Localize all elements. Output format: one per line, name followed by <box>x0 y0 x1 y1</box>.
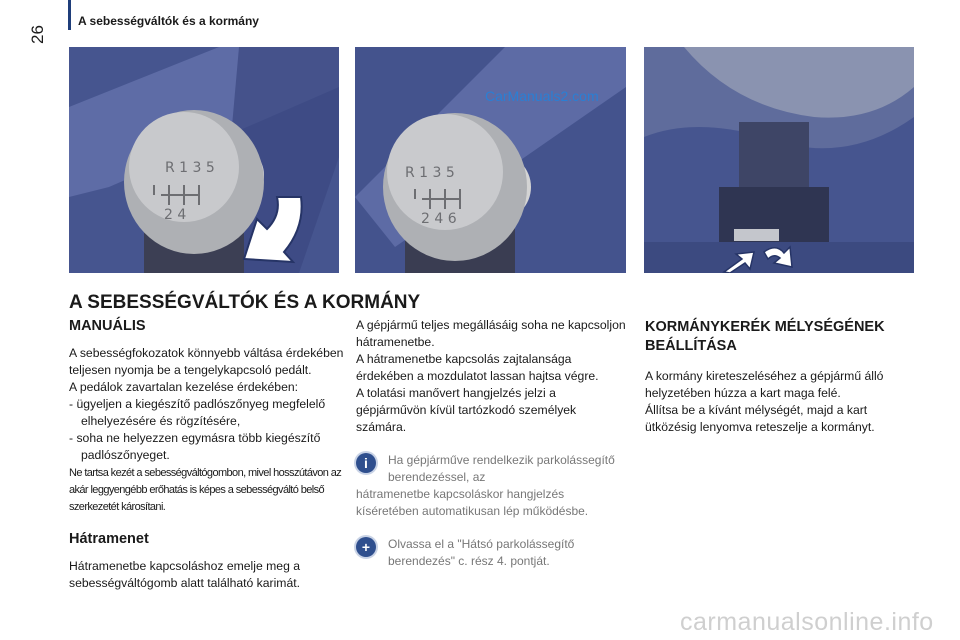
reference-note <box>356 536 626 570</box>
gearshift-photo-5-speed <box>69 47 339 273</box>
plus-icon: + <box>356 537 376 557</box>
manual-paragraph-1: A sebességfokozatok könnyebb váltása érdekében teljesen nyomja be a tengelykapcsoló pedált. <box>69 346 344 377</box>
steering-column <box>645 318 915 436</box>
middle-paragraph-2: A hátramenetbe kapcsolás zajtalansága érdekében a mozdulatot lassan hajtsa végre. <box>356 352 599 383</box>
knob-label-bottom: 2 4 <box>164 207 187 223</box>
info-icon: i <box>356 453 376 473</box>
knob-label-top: R 1 3 5 <box>405 165 455 181</box>
page-number: 26 <box>28 25 47 44</box>
reverse-subtitle: Hátramenet <box>69 531 149 547</box>
footer-site-watermark: carmanualsonline.info <box>680 608 934 636</box>
manual-gearbox-column <box>69 318 344 592</box>
manual-subtitle: MANUÁLIS <box>69 318 146 334</box>
steering-column-photo <box>644 47 914 273</box>
info-note-rest: hátramenetbe kapcsoláskor hangjelzés kíséretében automatikusan lép működésbe. <box>356 487 589 518</box>
manual-bullet-1: - ügyeljen a kiegészítő padlószőnyeg megfelelő elhelyezésére és rögzítésére, <box>69 397 326 428</box>
header-side-rule <box>68 0 71 30</box>
middle-paragraph-1: A gépjármű teljes megállásáig soha ne kapcsoljon hátramenetbe. <box>356 318 626 349</box>
manual-warning: Ne tartsa kezét a sebességváltógombon, mivel hosszútávon az akár leggyengébb erőhatás is képes a sebességváltó belső szerkezetét károsítani. <box>69 467 342 513</box>
steering-paragraph-2: Állítsa be a kívánt mélységét, majd a kart ütközésig lenyomva reteszelje a kormányt. <box>645 403 875 434</box>
section-header-title: A sebességváltók és a kormány <box>78 14 259 28</box>
carmanuals-watermark: CarManuals2.com <box>485 88 599 104</box>
info-note <box>356 452 626 520</box>
reverse-paragraph: Hátramenetbe kapcsoláshoz emelje meg a sebességváltógomb alatt található karimát. <box>69 559 301 590</box>
reverse-info-column <box>356 317 628 436</box>
main-title: A SEBESSÉGVÁLTÓK ÉS A KORMÁNY <box>69 292 421 313</box>
middle-paragraph-3: A tolatási manővert hangjelzés jelzi a gépjárművön kívül tartózkodó személyek számára. <box>356 386 577 434</box>
reference-note-text: Olvassa el a "Hátsó parkolássegítő berendezés" c. rész 4. pontját. <box>388 537 575 568</box>
steering-subtitle: KORMÁNYKERÉK MÉLYSÉGÉNEK BEÁLLÍTÁSA <box>645 319 885 354</box>
manual-bullet-2: - soha ne helyezzen egymásra több kiegészítő padlószőnyeget. <box>69 431 321 462</box>
knob-label-bottom: 2 4 6 <box>421 211 457 227</box>
gearshift-photo-6-speed <box>355 47 626 273</box>
knob-label-top: R 1 3 5 <box>165 160 215 176</box>
manual-paragraph-2: A pedálok zavartalan kezelése érdekében: <box>69 380 299 394</box>
steering-paragraph-1: A kormány kireteszeléséhez a gépjármű álló helyzetében húzza a kart maga felé. <box>645 369 884 400</box>
info-note-first: Ha gépjárműve rendelkezik parkolássegítő berendezéssel, az <box>388 453 615 484</box>
